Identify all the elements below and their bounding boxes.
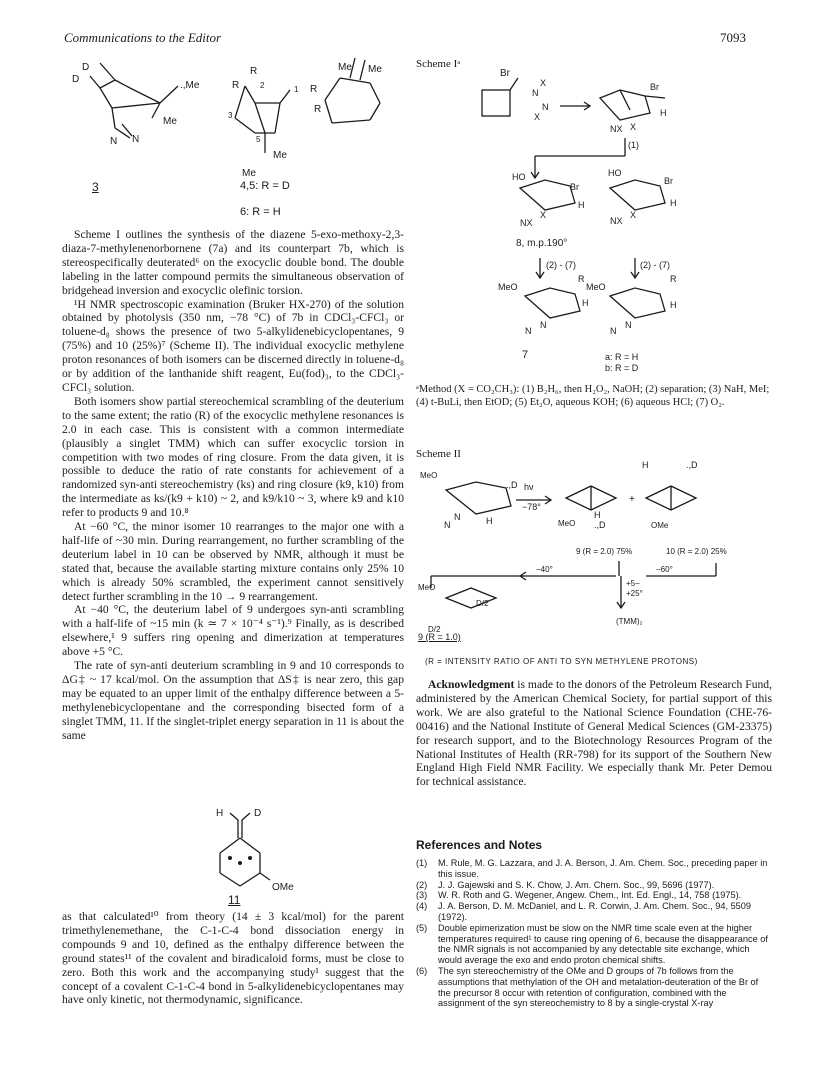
svg-text:MeO: MeO bbox=[586, 282, 606, 292]
svg-text:R: R bbox=[314, 104, 322, 115]
svg-text:9 (R = 2.0) 75%: 9 (R = 2.0) 75% bbox=[576, 547, 633, 556]
svg-text:N: N bbox=[532, 88, 539, 98]
svg-text:X: X bbox=[540, 78, 547, 88]
svg-text:N: N bbox=[525, 326, 532, 336]
paragraph: ¹H NMR spectroscopic examination (Bruker HX-270) of the solution obtained by photolysis (350 nm, −78 °C) of 7b in CDCl₃-CFCl₃ or toluene-d₈ shows the presence of two 5-alkylidenebicyclopentanes, 9 (75%) and 10 (25%)⁷ (Scheme II). The individual exocyclic methylene proton resonances of both isomers can be discerned directly in toluene-d₈ or by addition of the lanthanide shift reagent, Eu(fod)₃, to the CDCl₃-CFCl₃ solution. bbox=[62, 297, 404, 394]
left-body-tail bbox=[62, 910, 404, 1007]
svg-text:N: N bbox=[625, 320, 632, 330]
svg-text:X: X bbox=[630, 122, 637, 132]
scheme-2-product-label: 9 (R = 1.0) bbox=[418, 632, 461, 642]
svg-text:.,D: .,D bbox=[506, 480, 518, 490]
svg-text:HO: HO bbox=[608, 168, 622, 178]
svg-text:R: R bbox=[250, 66, 258, 77]
reference-item: (6) The syn stereochemistry of the OMe and D groups of 7b follows from the assumptions that methylation of the OH and metalation-deuteration of the Br of the precursor 8 occur with retention of configuration, combined with the assignment of the syn stereochemistry to 8 by a single-crystal X-ray bbox=[416, 965, 759, 1009]
svg-text:H: H bbox=[594, 510, 601, 520]
scheme-2-caption: (R = INTENSITY RATIO OF ANTI TO SYN METHYLENE PROTONS) bbox=[425, 657, 698, 666]
paragraph: At −40 °C, the deuterium label of 9 undergoes syn-anti scrambling with a half-life of ~15 min (k ≃ 7 × 10⁻⁴ s⁻¹).⁹ Finally, as is described elsewhere,¹ 9 suffers ring opening and dimerization at temperatures above +5 °C. bbox=[62, 603, 404, 659]
acknowledgment-title: Acknowledgment bbox=[428, 678, 515, 691]
svg-text:N: N bbox=[540, 320, 547, 330]
paragraph: Both isomers show partial stereochemical scrambling of the deuterium to the same extent; the ratio (R) of the exocyclic methylene resonances is 2.0 in each case. This is consistent with a common intermediate (plausibly a singlet TMM) which can suffer exocyclic torsion in competition with two modes of ring closure. From the data given, it is possible to deduce the ratio of rate constants for achievement of a randomized syn-anti stereochemistry (ks) and ring closure (k9, k10) from the intermediate as ks/(k9 + k10) ~ 2, and k9/k10 ~ 3, where k9 and k10 refer to products 9 and 10.⁸ bbox=[62, 394, 404, 520]
compound-11-label: 11 bbox=[228, 893, 241, 907]
paragraph: Scheme I outlines the synthesis of the diazene 5-exo-methoxy-2,3-diaza-7-methylenenorbornene (7a) and its counterpart 7b, which is stereospecifically deuterated⁶ on the exocyclic double bond. The double labeling in the latter compound permits the simultaneous observation of bridgehead inversion and exocyclic olefinic torsion. bbox=[62, 228, 404, 297]
svg-text:.,D: .,D bbox=[594, 520, 606, 530]
svg-text:H: H bbox=[670, 300, 677, 310]
svg-text:+: + bbox=[629, 494, 635, 505]
svg-text:D: D bbox=[254, 808, 262, 819]
scheme-2-title: Scheme II bbox=[416, 448, 461, 460]
reference-item: (3) W. R. Roth and G. Wegener, Angew. Chem., Int. Ed. Engl., 14, 758 (1975). bbox=[416, 890, 742, 901]
svg-text:hν: hν bbox=[524, 482, 534, 492]
svg-text:X: X bbox=[534, 112, 541, 122]
svg-text:D/2: D/2 bbox=[476, 599, 489, 608]
svg-text:Me: Me bbox=[368, 64, 382, 75]
svg-text:D/2: D/2 bbox=[428, 625, 441, 634]
svg-text:Br: Br bbox=[570, 182, 579, 192]
svg-text:R: R bbox=[670, 274, 677, 284]
svg-text:10 (R = 2.0) 25%: 10 (R = 2.0) 25% bbox=[666, 547, 727, 556]
svg-text:OMe: OMe bbox=[651, 521, 669, 530]
svg-text:R: R bbox=[310, 84, 318, 95]
svg-text:D: D bbox=[72, 74, 80, 85]
scheme-2-diagram bbox=[416, 458, 776, 638]
svg-text:NX: NX bbox=[610, 216, 623, 226]
svg-text:Me: Me bbox=[163, 116, 177, 127]
svg-text:H: H bbox=[642, 460, 649, 470]
svg-text:NX: NX bbox=[520, 218, 533, 228]
svg-text:Br: Br bbox=[500, 68, 510, 79]
scheme-1-diagram bbox=[470, 68, 710, 378]
svg-text:7: 7 bbox=[522, 349, 529, 361]
svg-text:3: 3 bbox=[228, 111, 233, 120]
svg-text:NX: NX bbox=[610, 124, 623, 134]
svg-text:−40°: −40° bbox=[536, 565, 553, 574]
svg-text:Br: Br bbox=[650, 82, 659, 92]
paragraph: The rate of syn-anti deuterium scrambling in 9 and 10 corresponds to ΔG‡ ~ 17 kcal/mol. On the assumption that ΔS‡ is near zero, this gap may be equated to an upper limit of the enthalpy difference between a 5-methylenebicyclopentane and the corresponding bisected form of a singlet TMM, 11. If the singlet-triplet energy separation in 11 is about the same bbox=[62, 659, 404, 742]
acknowledgment-text: is made to the donors of the Petroleum Research Fund, administered by the American Chemical Society, for partial support of this work. We are also grateful to the National Science Foundation (CHE-76-00416) and the National Institute of General Medical Sciences (GM-23375) for research support, and to the Biotechnology Resources Program of the National Institutes of Health (RR-798) for its support of the Southern New England High Field NMR Facility. We especially thank Mr. Peter Demou for technical assistance. bbox=[416, 678, 772, 789]
left-body-text bbox=[62, 228, 404, 743]
reference-item: (5) Double epimerization must be slow on the NMR time scale even at the higher temperatures required¹ to cause ring opening of 6, because the disappearance of the NMR signals is not accompanied by any detectable site exchange, which would average the exo and endo proton chemical shifts. bbox=[416, 922, 768, 966]
svg-text:1: 1 bbox=[294, 85, 299, 94]
svg-text:N: N bbox=[454, 512, 461, 522]
svg-text:R: R bbox=[232, 80, 240, 91]
svg-text:Br: Br bbox=[664, 176, 673, 186]
svg-text:H: H bbox=[670, 198, 677, 208]
compound-6-label: 6: R = H bbox=[240, 206, 281, 218]
svg-text:OMe: OMe bbox=[272, 882, 294, 893]
paragraph: as that calculated¹⁰ from theory (14 ± 3 kcal/mol) for the parent trimethylenemethane, the C-1-C-4 bond dissociation energy in compounds 9 and 10, defined as the enthalpy difference between the ground states¹¹ of the covalent and biradicaloid forms, must be close to zero. Both this work and the accompanying study¹ suggest that the concept of a covalent C-1-C-4 bond in 5-alkylidenebicyclopentanes may have only kinetic, not thermodynamic, significance. bbox=[62, 910, 404, 1007]
svg-text:MeO: MeO bbox=[418, 583, 436, 592]
reference-item: (1) M. Rule, M. G. Lazzara, and J. A. Berson, J. Am. Chem. Soc., preceding paper in this issue. bbox=[416, 858, 768, 879]
structures-3-4-5-6 bbox=[70, 58, 400, 208]
svg-text:(2) - (7): (2) - (7) bbox=[640, 260, 670, 270]
structure-11 bbox=[190, 808, 310, 908]
svg-text:a: R = H: a: R = H bbox=[605, 352, 639, 362]
svg-text:H: H bbox=[216, 808, 224, 819]
compound-3-label: 3 bbox=[92, 180, 99, 194]
svg-text:MeO: MeO bbox=[420, 471, 438, 480]
svg-text:MeO: MeO bbox=[558, 519, 576, 528]
svg-text:N: N bbox=[132, 134, 140, 145]
references-list bbox=[416, 858, 772, 1009]
svg-text:X: X bbox=[540, 210, 547, 220]
svg-text:8, m.p.190°: 8, m.p.190° bbox=[516, 238, 568, 249]
svg-text:N: N bbox=[110, 136, 118, 147]
svg-text:.,D: .,D bbox=[686, 460, 698, 470]
svg-text:X: X bbox=[630, 210, 637, 220]
svg-text:−78°: −78° bbox=[522, 502, 541, 512]
svg-text:D: D bbox=[82, 62, 90, 73]
svg-text:N: N bbox=[610, 326, 617, 336]
reference-item: (2) J. J. Gajewski and S. K. Chow, J. Am. Chem. Soc., 99, 5696 (1977). bbox=[416, 879, 715, 890]
svg-text:Me: Me bbox=[273, 150, 287, 161]
references-title: References and Notes bbox=[416, 838, 543, 852]
svg-text:Me: Me bbox=[338, 62, 352, 73]
svg-text:MeO: MeO bbox=[498, 282, 518, 292]
svg-text:(TMM)₂: (TMM)₂ bbox=[616, 617, 643, 626]
svg-text:Me: Me bbox=[242, 168, 256, 179]
svg-text:N: N bbox=[444, 520, 451, 530]
reference-item: (4) J. A. Berson, D. M. McDaniel, and L. R. Corwin, J. Am. Chem. Soc., 94, 5509 (1972). bbox=[416, 901, 752, 922]
svg-text:H: H bbox=[486, 516, 493, 526]
acknowledgment bbox=[416, 678, 772, 789]
scheme-1-title: Scheme Iᵃ bbox=[416, 58, 461, 70]
svg-text:5: 5 bbox=[256, 135, 261, 144]
svg-text:+5−: +5− bbox=[626, 579, 640, 588]
paragraph: At −60 °C, the minor isomer 10 rearranges to the major one with a half-life of ~30 min. During rearrangement, no further scrambling of the deuterium label in 10 can be observed by NMR, although it must be stated that, because the available starting mixture contains only 25% 10 which is already 50% scrambled, the experiment cannot sensitively detect further scrambling in the 10 → 9 rearrangement. bbox=[62, 520, 404, 603]
references-section bbox=[416, 838, 772, 1009]
compound-45-label: 4,5: R = D bbox=[240, 180, 290, 192]
svg-text:−60°: −60° bbox=[656, 565, 673, 574]
svg-text:N: N bbox=[542, 102, 549, 112]
svg-text:H: H bbox=[578, 200, 585, 210]
svg-text:HO: HO bbox=[512, 172, 526, 182]
svg-text:.,Me: .,Me bbox=[180, 80, 200, 91]
svg-text:H: H bbox=[660, 108, 667, 118]
svg-text:R: R bbox=[578, 274, 585, 284]
svg-text:2: 2 bbox=[260, 81, 265, 90]
scheme-1-footnote: ᵃMethod (X = CO₂CH₃): (1) B₂H₆, then H₂O₂, NaOH; (2) separation; (3) NaH, MeI; (4) t-BuLi, then EtOD; (5) Et₂O, aqueous KOH; (6) aqueous HCl; (7) O₂. bbox=[416, 384, 770, 408]
svg-text:+25°: +25° bbox=[626, 589, 643, 598]
svg-text:(2) - (7): (2) - (7) bbox=[546, 260, 576, 270]
svg-text:b: R = D: b: R = D bbox=[605, 363, 639, 373]
journal-section-header: Communications to the Editor bbox=[64, 30, 222, 45]
svg-text:H: H bbox=[582, 298, 589, 308]
page-number: 7093 bbox=[720, 30, 746, 45]
svg-text:(1): (1) bbox=[628, 140, 639, 150]
